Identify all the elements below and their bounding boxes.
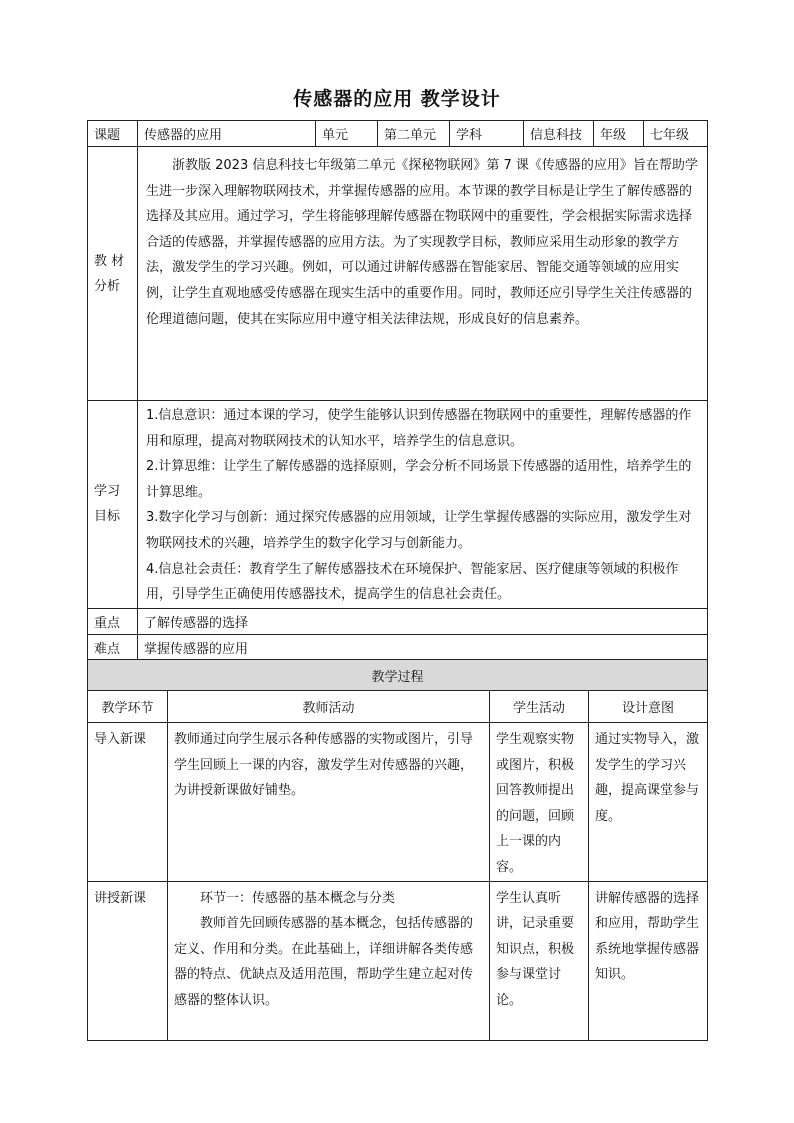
analysis-text: 浙教版 2023 信息科技七年级第二单元《探秘物联网》第 7 课《传感器的应用》旨在帮助学生进一步深入理解物联网技术，并掌握传感器的应用。本节课的教学目标是让学生了解传感器的选择及其应用。通过学习，学生将能够理解传感器在物联网中的重要性，学会根据实际需求选择合适的传感器，并掌握传感器的应用方法。为了实现教学目标，教师应采用生动形象的教学方法，激发学生的学习兴趣。例如，可以通过讲解传感器在智能家居、智能交通等领域的应用实例，让学生直观地感受传感器在现实生活中的重要作用。同时，教师还应引导学生关注传感器的伦理道德问题，使其在实际应用中遵守相关法律法规，形成良好的信息素养。	[146, 158, 698, 327]
goal-item: 3.数字化学习与创新：通过探究传感器的应用领域，让学生掌握传感器的实际应用，激发学生对物联网技术的兴趣，培养学生的数字化学习与创新能力。	[146, 510, 692, 551]
grade-label: 年级	[594, 121, 644, 147]
stage-cell: 导入新课	[88, 723, 168, 882]
table-row	[88, 723, 708, 882]
subject-label: 学科	[450, 121, 524, 147]
column-header: 教学环节	[88, 691, 168, 723]
analysis-text-cell	[138, 147, 708, 401]
topic-value: 传感器的应用	[138, 121, 316, 147]
goal-item: 4.信息社会责任：教育学生了解传感器技术在环境保护、智能家居、医疗健康等领域的积极作用，引导学生正确使用传感器技术，提高学生的信息社会责任。	[146, 561, 679, 603]
difficult-point-value: 掌握传感器的应用	[138, 634, 708, 661]
info-table	[87, 120, 708, 662]
process-table	[87, 659, 708, 1041]
student-activity-cell: 学生观察实物或图片，积极回答教师提出的问题，回顾上一课的内容。	[490, 723, 589, 882]
difficult-point-label: 难点	[88, 634, 138, 661]
column-header: 设计意图	[589, 691, 708, 723]
table-row	[88, 881, 708, 1040]
unit-label: 单元	[316, 121, 378, 147]
stage-cell: 讲授新课	[88, 881, 168, 1040]
goal-item: 2.计算思维：让学生了解传感器的选择原则，学会分析不同场景下传感器的适用性，培养学生的计算思维。	[146, 459, 692, 500]
teacher-activity-text: 教师首先回顾传感器的基本概念，包括传感器的定义、作用和分类。在此基础上，详细讲解各类传感器的特点、优缺点及适用范围，帮助学生建立起对传感器的整体认识。	[174, 916, 474, 1008]
student-activity-cell: 学生认真听讲，记录重要知识点，积极参与课堂讨论。	[490, 881, 589, 1040]
process-heading: 教学过程	[88, 660, 708, 691]
key-point-label: 重点	[88, 608, 138, 634]
document-title: 传感器的应用 教学设计	[293, 88, 501, 110]
teacher-activity-cell	[168, 881, 490, 1040]
goal-item: 1.信息意识：通过本课的学习，使学生能够认识到传感器在物联网中的重要性，理解传感器的作用和原理，提高对物联网技术的认知水平，培养学生的信息意识。	[146, 408, 692, 449]
teacher-activity-subheading: 环节一：传感器的基本概念与分类	[200, 890, 396, 906]
topic-label: 课题	[88, 121, 138, 147]
design-intent-cell: 讲解传感器的选择和应用，帮助学生系统地掌握传感器知识。	[589, 881, 708, 1040]
goals-cell	[138, 401, 708, 609]
unit-value: 第二单元	[378, 121, 450, 147]
column-header: 教师活动	[168, 691, 490, 723]
design-intent-cell: 通过实物导入，激发学生的学习兴趣，提高课堂参与度。	[589, 723, 708, 882]
subject-value: 信息科技	[524, 121, 594, 147]
teacher-activity-cell	[168, 723, 490, 882]
grade-value: 七年级	[644, 121, 708, 147]
teacher-activity-text: 教师通过向学生展示各种传感器的实物或图片，引导学生回顾上一课的内容，激发学生对传感器的兴趣，为讲授新课做好铺垫。	[174, 732, 474, 799]
key-point-value: 了解传感器的选择	[138, 608, 708, 634]
column-header: 学生活动	[490, 691, 589, 723]
goals-label: 学习 目标	[88, 401, 138, 609]
analysis-label: 教 材 分析	[88, 147, 138, 401]
